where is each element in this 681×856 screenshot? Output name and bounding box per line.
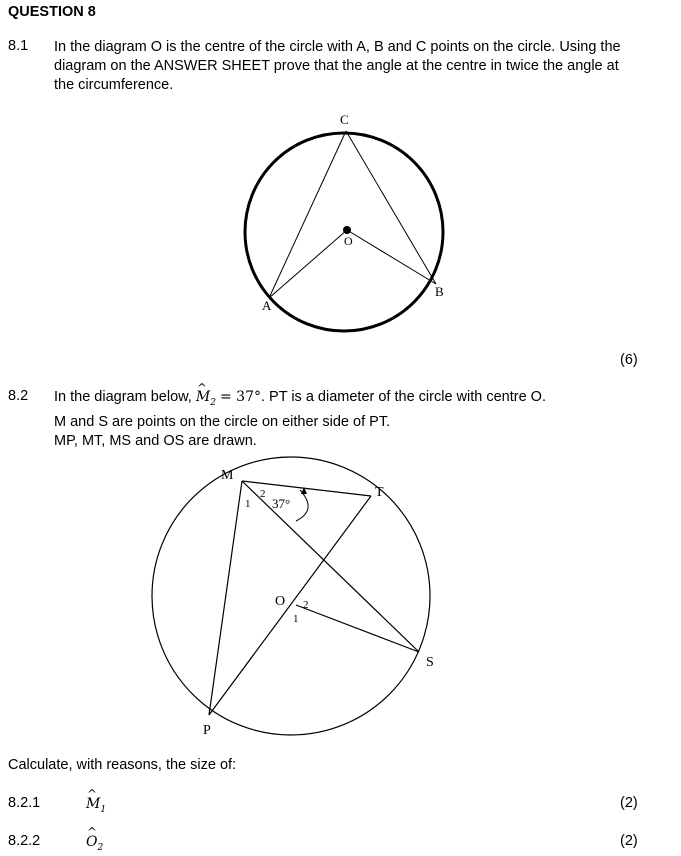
radius-ob [347,230,436,284]
marks-8-2-2: (2) [620,833,638,849]
label-o-8-2: O [275,594,286,609]
chord-cb [346,131,436,284]
question-number-8-1: 8.1 [8,38,29,54]
q82-line1-post: . PT is a diameter of the circle with centre O. [260,389,546,405]
diameter-pt [209,496,371,715]
label-t: T [375,485,384,500]
q81-line3: the circumference. [54,77,174,93]
question-number-8-2: 8.2 [8,388,29,404]
symbol-m: ^ M [86,796,100,812]
q82-line2: M and S are points on the circle on either side of PT. [54,413,391,430]
calc-prompt: Calculate, with reasons, the size of: [8,757,237,773]
label-b: B [435,284,444,299]
chord-ms [242,481,419,652]
angle-value: = 37° [219,389,261,405]
q81-line2: diagram on the ANSWER SHEET prove that the angle at the centre in twice the angle at [54,58,619,74]
angle-symbol-m: ^ M [196,388,210,407]
angle-m2-label: 2 [260,488,266,500]
radius-oa [269,230,347,298]
angle-o2-label: 2 [303,599,309,611]
sub-question-number-8-2-1: 8.2.1 [8,795,41,811]
label-m: M [221,468,234,483]
label-p: P [203,723,211,738]
angle-label-37: 37° [272,496,291,511]
symbol-m-sub: 1 [100,804,107,815]
angle-subscript: 2 [210,397,216,408]
chord-mp [209,481,242,715]
q82-line1 [54,388,674,413]
sub-question-8-2-1-symbol [86,795,106,815]
symbol-o: ^ O [86,834,97,850]
circle-8-2 [152,457,430,735]
q82-line1-pre: In the diagram below, [54,389,192,405]
sub-question-8-2-2-symbol [86,833,103,853]
question-heading: QUESTION 8 [8,4,96,20]
radius-os [296,605,419,652]
label-a: A [262,298,272,313]
symbol-o-sub: 2 [97,842,104,853]
angle-m1-label: 1 [245,498,251,510]
q82-line3: MP, MT, MS and OS are drawn. [54,432,257,449]
label-s: S [426,655,434,670]
angle-o1-label: 1 [293,613,299,625]
centre-dot-o [343,226,351,234]
sub-question-number-8-2-2: 8.2.2 [8,833,41,849]
question-8-2-text [54,388,674,451]
marks-8-2-1: (2) [620,795,638,811]
angle-arc-m2 [296,490,308,521]
label-o-8-1: O [344,234,353,248]
label-c: C [340,112,349,127]
marks-8-1: (6) [620,352,638,368]
q81-line1: In the diagram O is the centre of the circle with A, B and C points on the circle. Using the [54,39,621,55]
